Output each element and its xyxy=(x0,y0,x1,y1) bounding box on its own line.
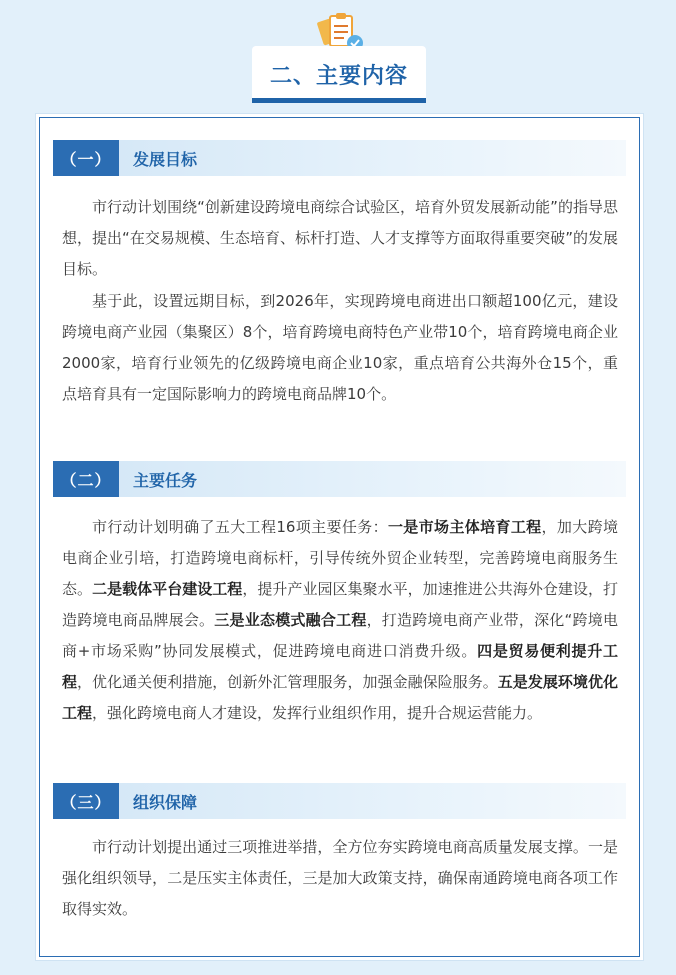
text-run: ，加大跨境电商企业引培，打造跨境电商标杆，引导传统外贸企业转型，完善跨境电商服务生态。 xyxy=(62,518,618,598)
section-number-2: （二） xyxy=(53,461,119,497)
page-header xyxy=(0,0,676,112)
section-header-3 xyxy=(53,783,626,819)
title-underline xyxy=(252,98,426,103)
section-2-paragraph xyxy=(62,512,618,729)
section-title-1: 发展目标 xyxy=(133,149,198,169)
text-run: ，提升产业园区集聚水平，加速推进公共海外仓建设，打造跨境电商品牌展会。 xyxy=(62,580,618,629)
section-number-3: （三） xyxy=(53,783,119,819)
task-highlight-3: 三是业态模式融合工程 xyxy=(214,611,367,629)
task-highlight-1: 一是市场主体培育工程 xyxy=(387,518,542,536)
text-run: 市行动计划明确了五大工程16项主要任务： xyxy=(92,518,388,536)
section-header-1 xyxy=(53,140,626,176)
section-number-1: （一） xyxy=(53,140,119,176)
task-highlight-2: 二是载体平台建设工程 xyxy=(92,580,243,598)
page-title: 二、主要内容 xyxy=(269,63,408,89)
task-highlight-5: 五是发展环境优化工程 xyxy=(62,673,618,722)
section-title-2: 主要任务 xyxy=(133,470,198,490)
section-header-2 xyxy=(53,461,626,497)
text-run: ，优化通关便利措施，创新外汇管理服务，加强金融保险服务。 xyxy=(77,673,498,691)
text-run: ，打造跨境电商产业带，深化“跨境电商+市场采购”协同发展模式，促进跨境电商进口消费升级。 xyxy=(62,611,618,660)
section-3-paragraph: 市行动计划提出通过三项推进举措，全方位夯实跨境电商高质量发展支撑。一是强化组织领导，二是压实主体责任，三是加大政策支持，确保南通跨境电商各项工作取得实效。 xyxy=(62,838,618,918)
section-1-paragraph-2: 基于此，设置远期目标，到2026年，实现跨境电商进出口额超100亿元，建设跨境电商产业园（集聚区）8个，培育跨境电商特色产业带10个，培育跨境电商企业2000家，培育行业领先的亿级跨境电商企业10家，重点培育公共海外仓15个，重点培育具有一定国际影响力的跨境电商品牌10个。 xyxy=(62,292,618,403)
text-run: ，强化跨境电商人才建设，发挥行业组织作用，提升合规运营能力。 xyxy=(92,704,543,722)
task-highlight-4: 四是贸易便利提升工程 xyxy=(62,642,618,691)
section-1-paragraph-1: 市行动计划围绕“创新建设跨境电商综合试验区，培育外贸发展新动能”的指导思想，提出“在交易规模、生态培育、标杆打造、人才支撑等方面取得重要突破”的发展目标。 xyxy=(62,198,618,278)
content-card xyxy=(39,117,640,957)
section-title-3: 组织保障 xyxy=(133,792,198,812)
page-title-box xyxy=(252,46,426,102)
